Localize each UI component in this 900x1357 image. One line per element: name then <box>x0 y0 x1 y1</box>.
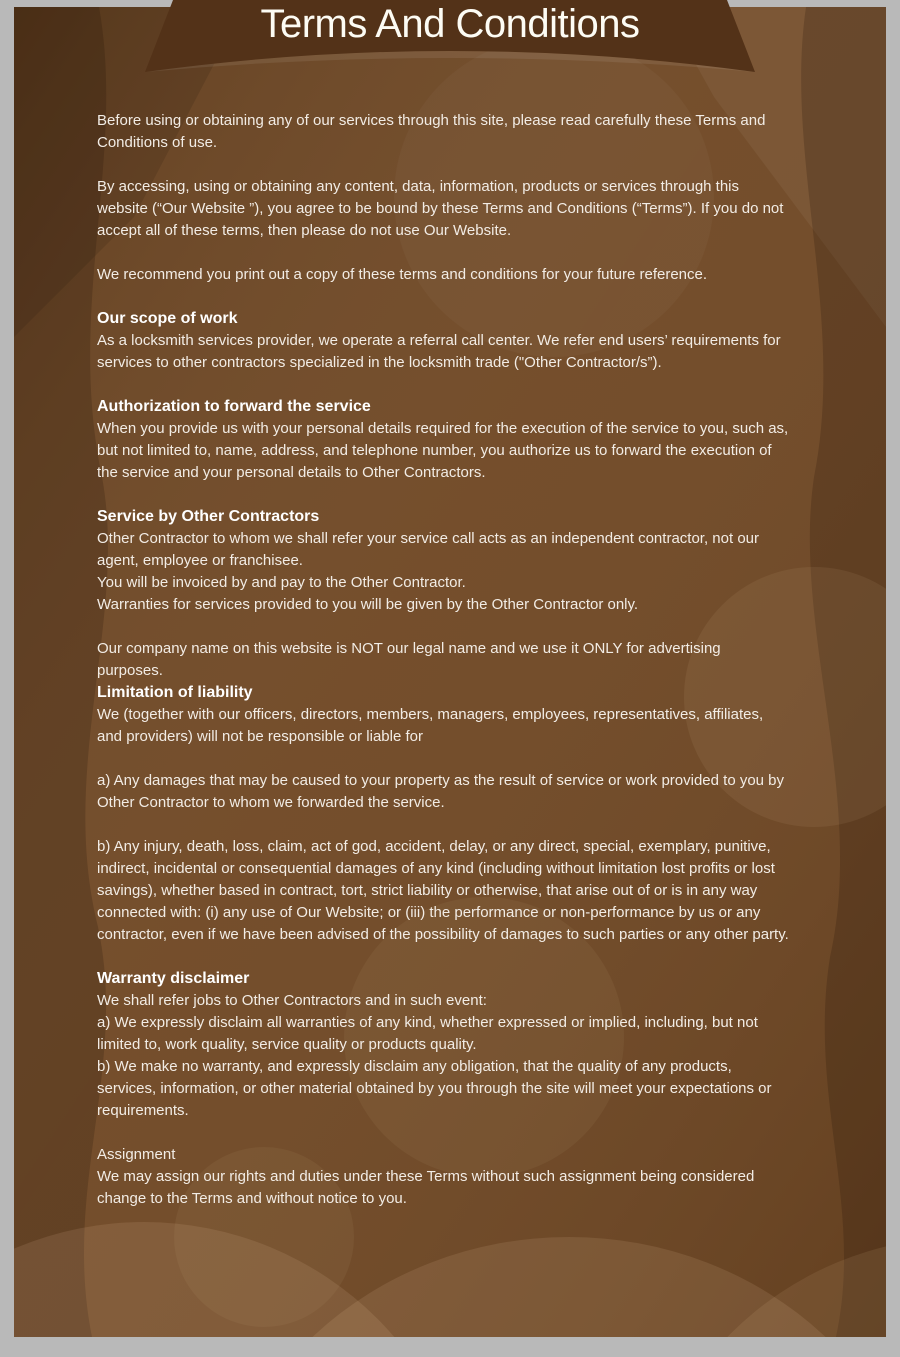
terms-paragraph: We recommend you print out a copy of these terms and conditions for your future reference. <box>97 266 708 283</box>
section-heading: Warranty disclaimer <box>97 970 250 987</box>
title-ribbon <box>14 0 886 84</box>
paragraph-spacer <box>97 374 804 396</box>
terms-paragraph: You will be invoiced by and pay to the Other Contractor. <box>97 574 466 591</box>
terms-paragraph: Before using or obtaining any of our services through this site, please read carefully these Terms and Conditions of use. <box>97 112 766 151</box>
paragraph-spacer <box>97 154 804 176</box>
terms-page <box>14 2 886 1337</box>
paragraph-spacer <box>97 484 804 506</box>
terms-content <box>14 7 804 1210</box>
terms-paragraph: Warranties for services provided to you will be given by the Other Contractor only. <box>97 596 639 613</box>
terms-paragraph: a) We expressly disclaim all warranties of any kind, whether expressed or implied, including, but not limited to, work quality, service quality or products quality. <box>97 1014 758 1053</box>
page-title: Terms And Conditions <box>260 2 640 46</box>
terms-paragraph: b) We make no warranty, and expressly disclaim any obligation, that the quality of any products, services, information, or other material obtained by you through the site will meet your expectations or requirements. <box>97 1058 772 1119</box>
terms-paragraph: We may assign our rights and duties under these Terms without such assignment being considered change to the Terms and without notice to you. <box>97 1168 755 1207</box>
section-heading: Service by Other Contractors <box>97 508 320 525</box>
terms-paragraph: Our company name on this website is NOT our legal name and we use it ONLY for advertising purposes. <box>97 640 721 679</box>
section-heading: Our scope of work <box>97 310 238 327</box>
terms-paragraph: When you provide us with your personal details required for the execution of the service to you, such as, but not limited to, name, address, and telephone number, you authorize us to forward the execution of the service and your personal details to Other Contractors. <box>97 420 789 481</box>
terms-paragraph: b) Any injury, death, loss, claim, act of god, accident, delay, or any direct, special, exemplary, punitive, indirect, incidental or consequential damages of any kind (including without limitation lost profits or lost savings), whether based in contract, tort, strict liability or otherwise, that arise out of or is in any way connected with: (i) any use of Our Website; or (iii) the performance or non-performance by us or any contractor, even if we have been advised of the possibility of damages to such parties or any other party. <box>97 838 789 943</box>
paragraph-spacer <box>97 814 804 836</box>
paragraph-spacer <box>97 748 804 770</box>
terms-paragraph: Assignment <box>97 1146 176 1163</box>
paragraph-spacer <box>97 616 804 638</box>
terms-paragraph: a) Any damages that may be caused to your property as the result of service or work provided to you by Other Contractor to whom we forwarded the service. <box>97 772 785 811</box>
terms-paragraph: Other Contractor to whom we shall refer your service call acts as an independent contractor, not our agent, employee or franchisee. <box>97 530 759 569</box>
section-heading: Authorization to forward the service <box>97 398 371 415</box>
terms-paragraph: As a locksmith services provider, we operate a referral call center. We refer end users’ requirements for services to other contractors specialized in the locksmith trade ("Other Contractor/s”). <box>97 332 781 371</box>
terms-paragraph: By accessing, using or obtaining any content, data, information, products or services through this website (“Our Website ”), you agree to be bound by these Terms and Conditions (“Terms”). If you do not accept all of these terms, then please do not use Our Website. <box>97 178 784 239</box>
paragraph-spacer <box>97 242 804 264</box>
section-heading: Limitation of liability <box>97 684 253 701</box>
paragraph-spacer <box>97 1122 804 1144</box>
terms-paragraph: We shall refer jobs to Other Contractors and in such event: <box>97 992 487 1009</box>
paragraph-spacer <box>97 286 804 308</box>
paragraph-spacer <box>97 946 804 968</box>
terms-paragraph: We (together with our officers, directors, members, managers, employees, representatives, affiliates, and providers) will not be responsible or liable for <box>97 706 764 745</box>
